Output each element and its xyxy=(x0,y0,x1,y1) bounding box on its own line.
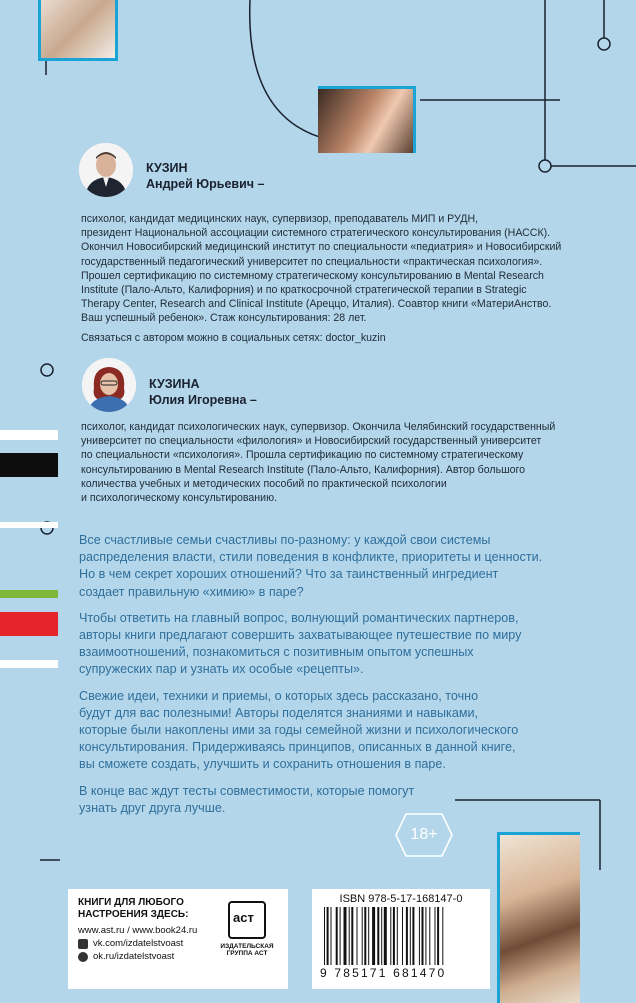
barcode-bar xyxy=(390,907,391,965)
book-blurb xyxy=(79,532,589,817)
barcode-bar xyxy=(397,907,398,965)
barcode-bar xyxy=(351,907,353,965)
barcode-bar xyxy=(442,907,443,965)
barcode-bar xyxy=(425,907,426,965)
publisher-info-box xyxy=(68,889,288,989)
barcode-bar xyxy=(402,907,403,965)
barcode-digits: 9 785171 681470 xyxy=(320,966,447,980)
publisher-name-line2: ГРУППА АСТ xyxy=(226,950,268,957)
blurb-line: будут для вас полезными! Авторы поделятся знаниями и навыками, xyxy=(79,705,479,720)
footer-heading-line1: КНИГИ ДЛЯ ЛЮБОГО xyxy=(78,897,184,908)
blurb-line: взаимоотношений, познакомиться с позитивным опытом успешных xyxy=(79,645,474,660)
footer-heading-line2: НАСТРОЕНИЯ ЗДЕСЬ: xyxy=(78,909,189,920)
bio-line: Institute (Пало-Альто, Калифорния) и по краткосрочной стратегической терапии в Strategic xyxy=(81,284,527,297)
barcode-bar xyxy=(331,907,332,965)
blurb-line: супружеских пар и узнать их особые «рецепты». xyxy=(79,662,364,677)
barcode-bar xyxy=(340,907,341,965)
author1-contact: Связаться с автором можно в социальных сетях: doctor_kuzin xyxy=(81,331,386,344)
author2-bio xyxy=(81,420,581,505)
blurb-paragraph xyxy=(79,610,589,679)
blurb-line: узнать друг друга лучше. xyxy=(79,800,226,815)
blurb-paragraph xyxy=(79,783,589,817)
couple-photo-top-left xyxy=(38,0,118,61)
woman-portrait-photo xyxy=(497,832,580,1003)
barcode-bar xyxy=(381,907,382,965)
blurb-line: авторы книги предлагают совершить захватывающее путешествие по миру xyxy=(79,628,522,643)
barcode-bar xyxy=(349,907,350,965)
barcode-bar xyxy=(384,907,387,965)
blurb-paragraph xyxy=(79,532,589,601)
blurb-line: которые были накоплены ими за годы семейной жизни и психологического xyxy=(79,723,519,738)
bio-line: по специальности «психология». Прошла сертификацию по системному стратегическому xyxy=(81,449,524,462)
barcode-bar xyxy=(393,907,395,965)
bio-line: президент Национальной ассоциации системного стратегического консультирования (НАССК). xyxy=(81,227,551,240)
barcode-bar xyxy=(412,907,414,965)
ok-link-text: ok.ru/izdatelstvoast xyxy=(93,951,175,962)
barcode-bar xyxy=(422,907,424,965)
stripe-black xyxy=(0,453,58,477)
isbn-text: ISBN 978-5-17-168147-0 xyxy=(339,893,463,905)
blurb-line: Все счастливые семьи счастливы по-разному: у каждой свои системы xyxy=(79,533,491,547)
bio-line: консультированию в Mental Research Institute (Пало-Альто, Калифорния). Автор большого xyxy=(81,463,526,476)
barcode-bar xyxy=(357,907,358,965)
barcode-bar xyxy=(419,907,420,965)
barcode-bar xyxy=(372,907,375,965)
vk-link-text: vk.com/izdatelstvoast xyxy=(93,938,184,949)
bio-line: и психологическому консультированию. xyxy=(81,492,277,505)
author2-given-name: Юлия Игоревна – xyxy=(149,393,257,407)
blurb-line: Свежие идеи, техники и приемы, о которых здесь рассказано, точно xyxy=(79,688,479,703)
blurb-paragraph xyxy=(79,688,589,774)
age-rating: 18+ xyxy=(410,826,438,843)
bio-line: Therapy Center, Research and Clinical Institute (Ареццо, Италия). Соавтор книги «МатериАнство. xyxy=(81,298,552,311)
barcode-bar xyxy=(368,907,369,965)
bio-line: количества учебных и методических пособий по практической психологии xyxy=(81,477,447,490)
bio-line: Ваш успешный ребенок». Стаж консультирования: 28 лет. xyxy=(81,312,367,325)
stripe-red xyxy=(0,612,58,636)
author2-avatar xyxy=(82,358,136,412)
stripe-white-1 xyxy=(0,430,58,440)
bio-line: государственный педагогический университет по специальности «практическая психология». xyxy=(81,255,543,268)
author1-bio xyxy=(81,212,581,345)
blurb-line: Чтобы ответить на главный вопрос, волнующий романтических партнеров, xyxy=(79,610,519,625)
blurb-line: распределения власти, стили поведения в конфликте, приоритеты и ценности. xyxy=(79,550,543,565)
ast-logo-text: аст xyxy=(233,910,254,925)
barcode-box xyxy=(312,889,490,989)
barcode-bar xyxy=(344,907,347,965)
stripe-white-3 xyxy=(0,660,58,668)
barcode-bar xyxy=(364,907,366,965)
barcode-bar xyxy=(362,907,363,965)
bio-line: психолог, кандидат психологических наук, супервизор. Окончила Челябинский государственный xyxy=(81,421,556,433)
blurb-line: Но в чем секрет хороших отношений? Что за таинственный ингредиент xyxy=(79,567,499,582)
blurb-line: В конце вас ждут тесты совместимости, которые помогут xyxy=(79,783,415,798)
barcode-bar xyxy=(437,907,439,965)
author1-avatar xyxy=(79,143,133,197)
bio-line: университет по специальности «филология» и Новосибирский государственный университет xyxy=(81,435,542,448)
bio-line: психолог, кандидат медицинских наук, супервизор, преподаватель МИП и РУДН, xyxy=(81,213,479,225)
author1-given-name: Андрей Юрьевич – xyxy=(146,177,265,191)
publisher-name-line1: ИЗДАТЕЛЬСКАЯ xyxy=(220,943,274,950)
blurb-line: консультирования. Придерживаясь принципов, описанных в данной книге, xyxy=(79,740,516,755)
stripe-green xyxy=(0,590,58,598)
barcode-bar xyxy=(406,907,408,965)
vk-icon xyxy=(78,939,88,949)
website-link-text: www.ast.ru / www.book24.ru xyxy=(78,925,198,936)
ok-icon xyxy=(78,952,88,962)
barcode-bar xyxy=(336,907,338,965)
author2-surname: КУЗИНА xyxy=(149,377,200,391)
barcode-bar xyxy=(377,907,379,965)
author1-surname: КУЗИН xyxy=(146,161,188,175)
hands-photo-top-right xyxy=(318,86,416,153)
ast-logo-mark xyxy=(228,901,266,939)
barcode-bar xyxy=(410,907,411,965)
barcode-bar xyxy=(429,907,430,965)
blurb-line: создает правильную «химию» в паре? xyxy=(79,584,304,599)
blurb-line: вы сможете создать, улучшить и сохранить отношения в паре. xyxy=(79,757,446,772)
barcode-bars xyxy=(320,907,482,965)
stripe-white-2 xyxy=(0,522,58,528)
bio-line: Прошел сертификацию по системному стратегическому консультированию в Mental Research xyxy=(81,269,544,282)
bio-line: Окончил Новосибирский медицинский институт по специальности «педиатрия» и Новосибирский xyxy=(81,241,562,254)
barcode-bar xyxy=(327,907,329,965)
publisher-logo xyxy=(216,901,278,957)
barcode-bar xyxy=(324,907,325,965)
barcode-bar xyxy=(435,907,436,965)
